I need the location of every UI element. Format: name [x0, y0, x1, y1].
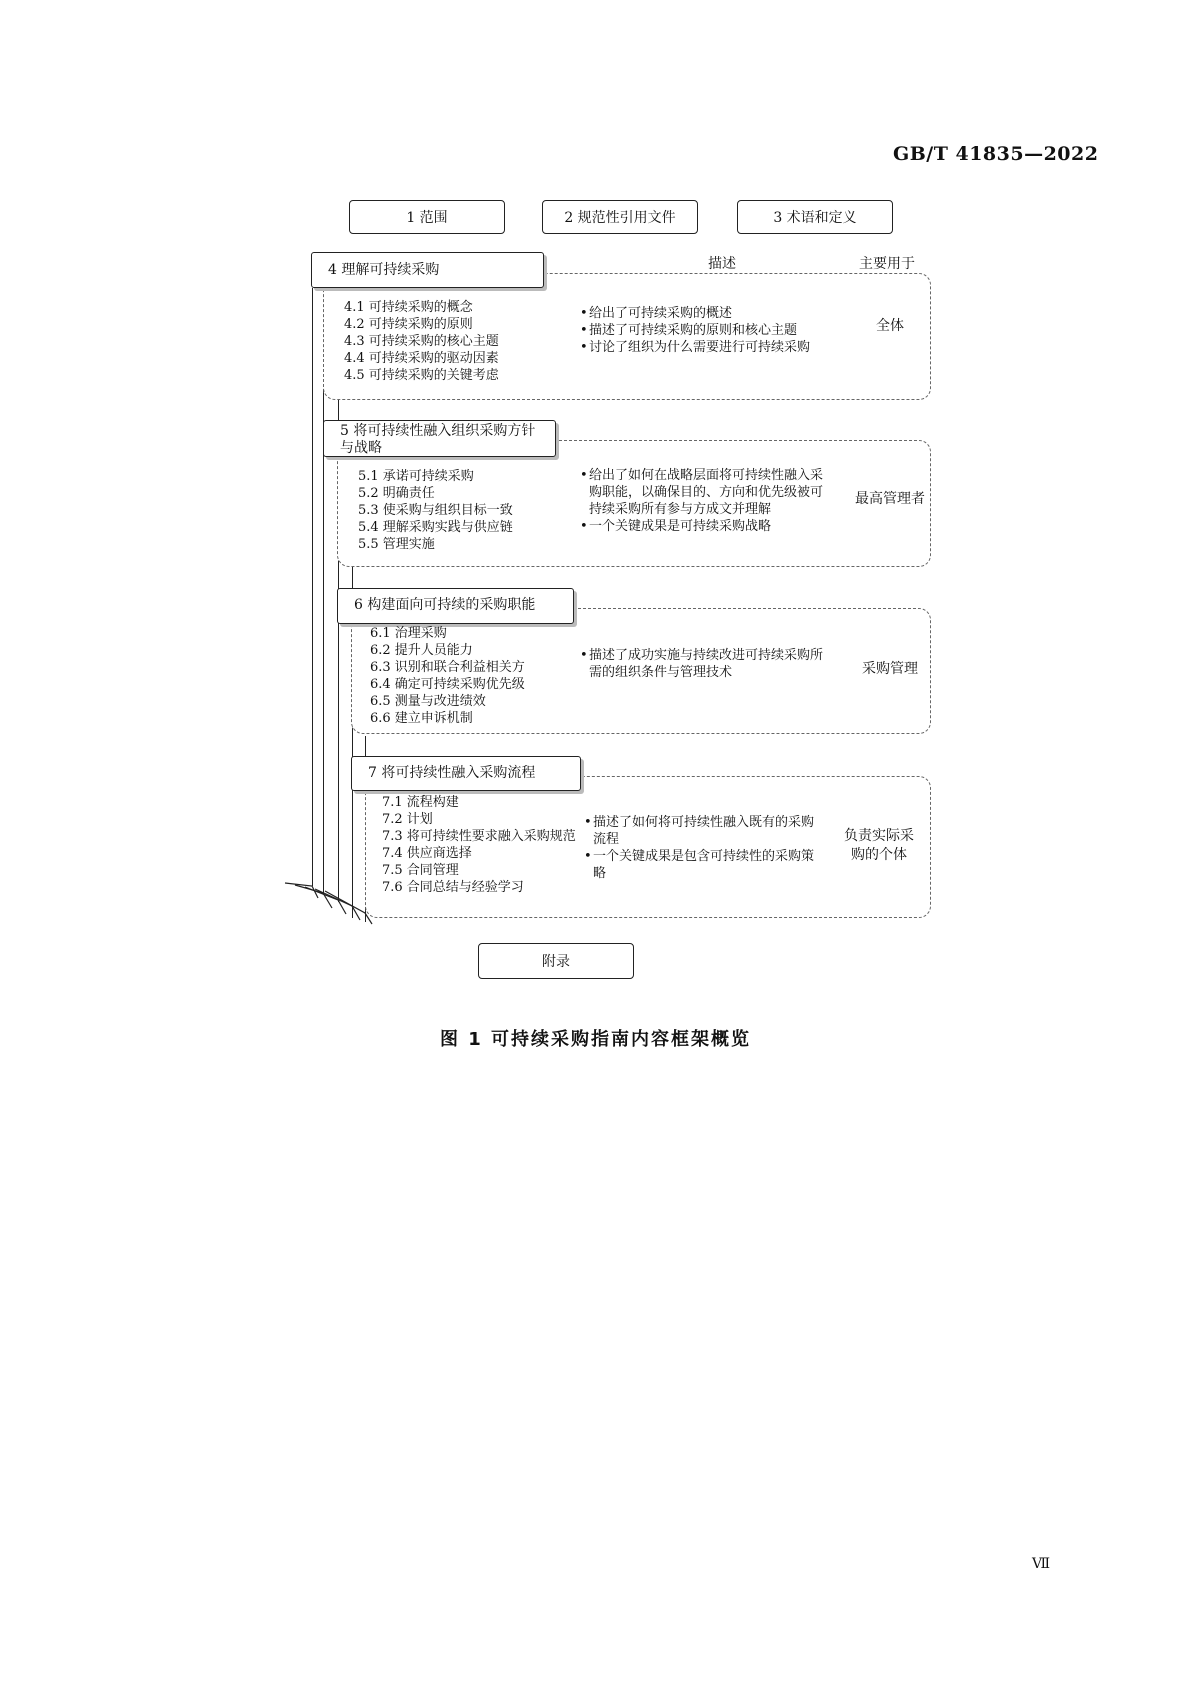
list-item: 5.2 明确责任 — [358, 486, 435, 501]
connector-line — [323, 385, 324, 894]
section-5-description: • 给出了如何在战略层面将可持续性融入采购职能，以确保目的、方向和优先级被可持续采购所有参与方成文并理解 • 一个关键成果是可持续采购战略 — [580, 467, 833, 535]
section-5-audience: 最高管理者 — [855, 491, 925, 507]
section-7-items — [382, 794, 576, 896]
connector-line — [312, 288, 313, 886]
section-4-title: 4 理解可持续采购 — [311, 252, 544, 288]
description-bullet: 给出了如何在战略层面将可持续性融入采购职能，以确保目的、方向和优先级被可持续采购所有参与方成文并理解 — [589, 468, 824, 517]
list-item: 4.1 可持续采购的概念 — [344, 300, 473, 315]
list-item: 7.6 合同总结与经验学习 — [382, 880, 524, 895]
list-item: 4.2 可持续采购的原则 — [344, 317, 473, 332]
list-item: 7.4 供应商选择 — [382, 846, 472, 861]
column-header-description: 描述 — [708, 256, 736, 272]
section-5-items — [358, 468, 513, 553]
list-item: 6.4 确定可持续采购优先级 — [370, 677, 525, 692]
list-item: 6.2 提升人员能力 — [370, 643, 473, 658]
section-7-audience: 负责实际采购的个体 — [844, 828, 914, 863]
section-7-description: • 描述了如何将可持续性融入既有的采购流程 • 一个关键成果是包含可持续性的采购策略 — [584, 814, 824, 882]
list-item: 5.4 理解采购实践与供应链 — [358, 520, 513, 535]
list-item: 5.3 使采购与组织目标一致 — [358, 503, 513, 518]
list-item: 5.1 承诺可持续采购 — [358, 469, 474, 484]
box-normative-references: 2 规范性引用文件 — [542, 200, 698, 234]
list-item: 7.1 流程构建 — [382, 795, 459, 810]
section-6-title: 6 构建面向可持续的采购职能 — [337, 588, 574, 624]
list-item: 6.6 建立申诉机制 — [370, 711, 473, 726]
description-bullet: 描述了如何将可持续性融入既有的采购流程 — [593, 815, 815, 847]
section-5-title: 5 将可持续性融入组织采购方针与战略 — [323, 420, 556, 457]
list-item: 4.4 可持续采购的驱动因素 — [344, 351, 499, 366]
description-bullet: 一个关键成果是可持续采购战略 — [589, 519, 772, 534]
box-terms-definitions: 3 术语和定义 — [737, 200, 893, 234]
section-4-items — [344, 299, 499, 384]
standard-code: GB/T 41835—2022 — [893, 143, 1099, 165]
list-item: 7.5 合同管理 — [382, 863, 459, 878]
box-appendix: 附录 — [478, 943, 634, 979]
description-bullet: 讨论了组织为什么需要进行可持续采购 — [589, 340, 811, 355]
list-item: 5.5 管理实施 — [358, 537, 435, 552]
list-item: 6.1 治理采购 — [370, 626, 447, 641]
description-bullet: 描述了成功实施与持续改进可持续采购所需的组织条件与管理技术 — [589, 648, 824, 680]
section-7-title: 7 将可持续性融入采购流程 — [351, 756, 581, 791]
column-header-audience: 主要用于 — [859, 256, 915, 272]
section-6-description: • 描述了成功实施与持续改进可持续采购所需的组织条件与管理技术 — [580, 647, 830, 681]
section-4-description: • 给出了可持续采购的概述 • 描述了可持续采购的原则和核心主题 • 讨论了组织为什么需要进行可持续采购 — [580, 306, 811, 355]
page-number: Ⅶ — [1032, 1556, 1051, 1572]
box-scope: 1 范围 — [349, 200, 505, 234]
description-bullet: 给出了可持续采购的概述 — [589, 306, 733, 321]
list-item: 7.3 将可持续性要求融入采购规范 — [382, 829, 576, 844]
list-item: 4.5 可持续采购的关键考虑 — [344, 368, 499, 383]
list-item: 7.2 计划 — [382, 812, 433, 827]
section-6-audience: 采购管理 — [862, 661, 918, 677]
description-bullet: 描述了可持续采购的原则和核心主题 — [589, 323, 798, 338]
section-6-items — [370, 625, 525, 727]
section-4-audience: 全体 — [876, 318, 904, 334]
list-item: 6.5 测量与改进绩效 — [370, 694, 486, 709]
description-bullet: 一个关键成果是包含可持续性的采购策略 — [593, 849, 815, 881]
list-item: 4.3 可持续采购的核心主题 — [344, 334, 499, 349]
list-item: 6.3 识别和联合利益相关方 — [370, 660, 525, 675]
figure-caption: 图 1 可持续采购指南内容框架概览 — [439, 1029, 752, 1050]
